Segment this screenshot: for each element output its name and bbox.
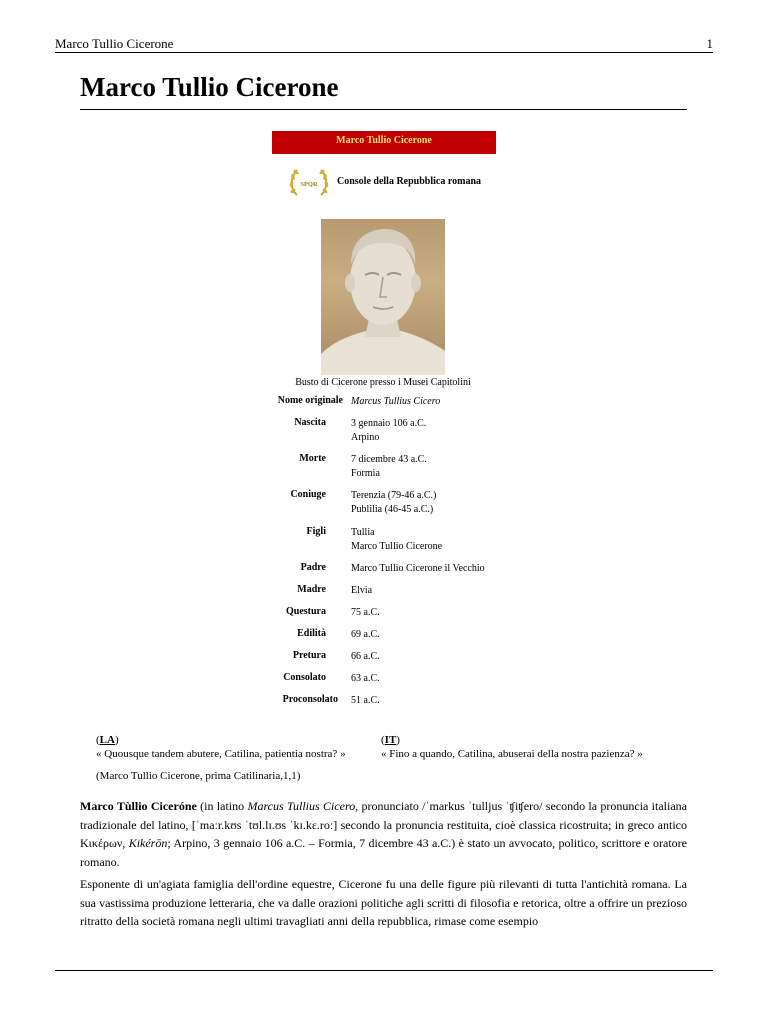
subject-name: Marco Tùllio Ciceróne: [80, 799, 197, 813]
infobox-label: Pretura: [292, 650, 326, 661]
language-link-it[interactable]: IT: [384, 734, 397, 746]
infobox-label: Padre: [300, 562, 326, 573]
infobox-value: Marco Tullio Cicerone: [351, 541, 443, 552]
infobox-value: 66 a.C.: [351, 651, 380, 662]
quote-latin: (LA) « Quousque tandem abutere, Catilina, patientia nostra? »: [96, 734, 346, 760]
infobox-label: Proconsolato: [282, 694, 338, 705]
infobox-value: Arpino: [351, 432, 380, 443]
quote-italian-text: « Fino a quando, Catilina, abuserai della nostra pazienza? »: [381, 748, 643, 760]
infobox-office: Console della Repubblica romana: [337, 176, 481, 187]
infobox-label: Coniuge: [290, 489, 326, 500]
paragraph-intro: [80, 797, 687, 871]
text-run: ; Arpino, 3 gennaio 106 a.C. – Formia, 7 dicembre 43 a.C.) è stato un avvocato, politico, scrittore e oratore romano.: [80, 836, 687, 869]
infobox-value: Marcus Tullius Cicero: [351, 396, 441, 407]
infobox-label: Figli: [306, 526, 326, 537]
language-link-la[interactable]: LA: [99, 734, 115, 746]
laurel-wreath-icon: [287, 165, 331, 201]
quote-italian: (IT) « Fino a quando, Catilina, abuserai della nostra pazienza? »: [381, 734, 643, 760]
infobox-value: Tullia: [351, 527, 375, 538]
running-header: [55, 34, 713, 53]
infobox-value: Formia: [351, 468, 380, 479]
infobox-value: 69 a.C.: [351, 629, 380, 640]
infobox-label: Questura: [286, 606, 326, 617]
infobox-value: 63 a.C.: [351, 673, 380, 684]
quote-source: (Marco Tullio Cicerone, prima Catilinaria,1,1): [96, 770, 301, 782]
infobox-label: Nome originale: [277, 395, 343, 406]
footer-rule: [55, 970, 713, 971]
paragraph-2: Esponente di un'agiata famiglia dell'ordine equestre, Cicerone fu una delle figure più rilevanti di tutta l'antichità romana. La sua vastissima produzione letteraria, che va dalle orazioni politiche agli scritti di filosofia e retorica, oltre a offrire un prezioso ritratto della società romana negli ultimi travagliati anni della repubblica, rimase come esempio: [80, 877, 687, 928]
infobox-value: 75 a.C.: [351, 607, 380, 618]
infobox-value: 7 dicembre 43 a.C.: [351, 454, 427, 465]
infobox-value: 51 a.C.: [351, 695, 380, 706]
infobox-label: Edilità: [297, 628, 326, 639]
infobox-header: Marco Tullio Cicerone: [272, 131, 496, 154]
latin-name: Marcus Tullius Cicero: [247, 799, 356, 813]
infobox-label: Madre: [297, 584, 326, 595]
portrait-image: [321, 219, 445, 375]
running-header-title: Marco Tullio Cicerone: [55, 36, 174, 51]
infobox-label: Nascita: [294, 417, 326, 428]
infobox-value: Publilia (46-45 a.C.): [351, 504, 434, 515]
infobox-value: Terenzia (79-46 a.C.): [351, 490, 437, 501]
text-run: (in latino: [196, 799, 248, 813]
infobox-label: Morte: [299, 453, 326, 464]
infobox-value: 3 gennaio 106 a.C.: [351, 418, 427, 429]
portrait-caption: Busto di Cicerone presso i Musei Capitolini: [295, 377, 471, 388]
laurel-text: SPQR: [300, 181, 318, 188]
infobox-value: Marco Tullio Cicerone il Vecchio: [351, 563, 485, 574]
infobox-value: Elvia: [351, 585, 373, 596]
greek-transliteration: Kikérōn: [128, 836, 168, 850]
page-number: 1: [706, 36, 713, 51]
infobox-label: Consolato: [283, 672, 326, 683]
text-run: , pronunciato /ˈmarkus ˈtulljus ˈʧiʧero/ secondo la pronuncia italiana tradizionale del latino, [ˈmaːr.kʊs ˈtʊl.lɪ.ʊs ˈkɪ.kɛ.roː] secondo la pronuncia restituita, cioè classica ricostruita; in greco antico Κικέρων,: [80, 799, 687, 850]
quote-latin-text: « Quousque tandem abutere, Catilina, patientia nostra? »: [96, 748, 346, 760]
page-title: Marco Tullio Cicerone: [80, 72, 687, 110]
